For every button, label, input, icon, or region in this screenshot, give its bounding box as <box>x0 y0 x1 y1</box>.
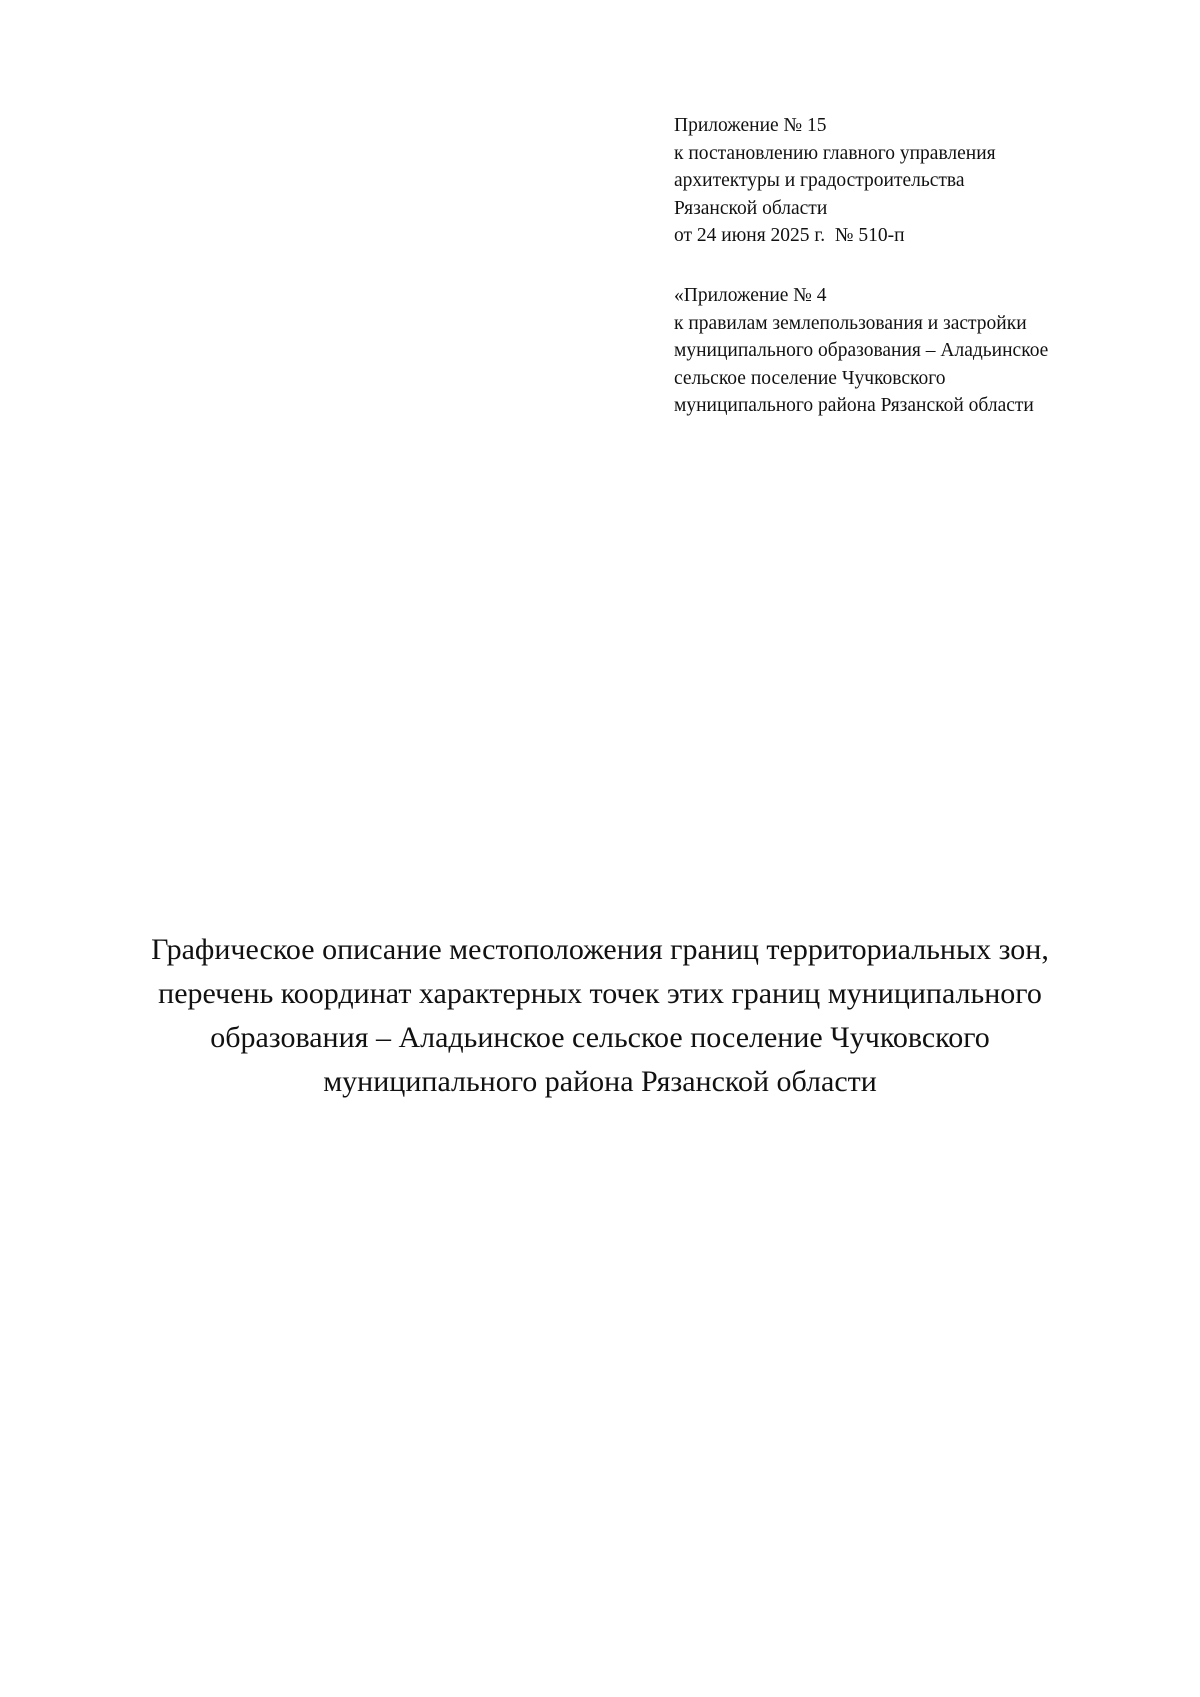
document-title <box>60 928 1140 1104</box>
annex-15-line: Приложение № 15 <box>674 115 827 136</box>
annex-4-line: сельское поселение Чучковского <box>674 367 946 389</box>
annex-4-line: к правилам землепользования и застройки <box>674 312 1027 334</box>
document-title-line: перечень координат характерных точек этих границ муниципального <box>158 977 1042 1010</box>
annex-4-header <box>674 282 1174 420</box>
annex-4-line: муниципального района Рязанской области <box>674 395 1034 416</box>
annex-15-line: к постановлению главного управления <box>674 142 996 164</box>
annex-15-date-number: от 24 июня 2025 г. № 510-п <box>674 225 905 246</box>
document-title-line: муниципального района Рязанской области <box>323 1065 877 1098</box>
annex-4-line: муниципального образования – Аладьинское <box>674 340 1049 361</box>
annex-15-line: Рязанской области <box>674 197 828 219</box>
annex-4-line: «Приложение № 4 <box>674 285 827 306</box>
document-title-line: Графическое описание местоположения границ территориальных зон, <box>151 933 1049 966</box>
annex-15-line: архитектуры и градостроительства <box>674 170 965 191</box>
annex-15-header <box>674 112 1174 250</box>
document-title-line: образования – Аладьинское сельское поселение Чучковского <box>210 1021 990 1054</box>
